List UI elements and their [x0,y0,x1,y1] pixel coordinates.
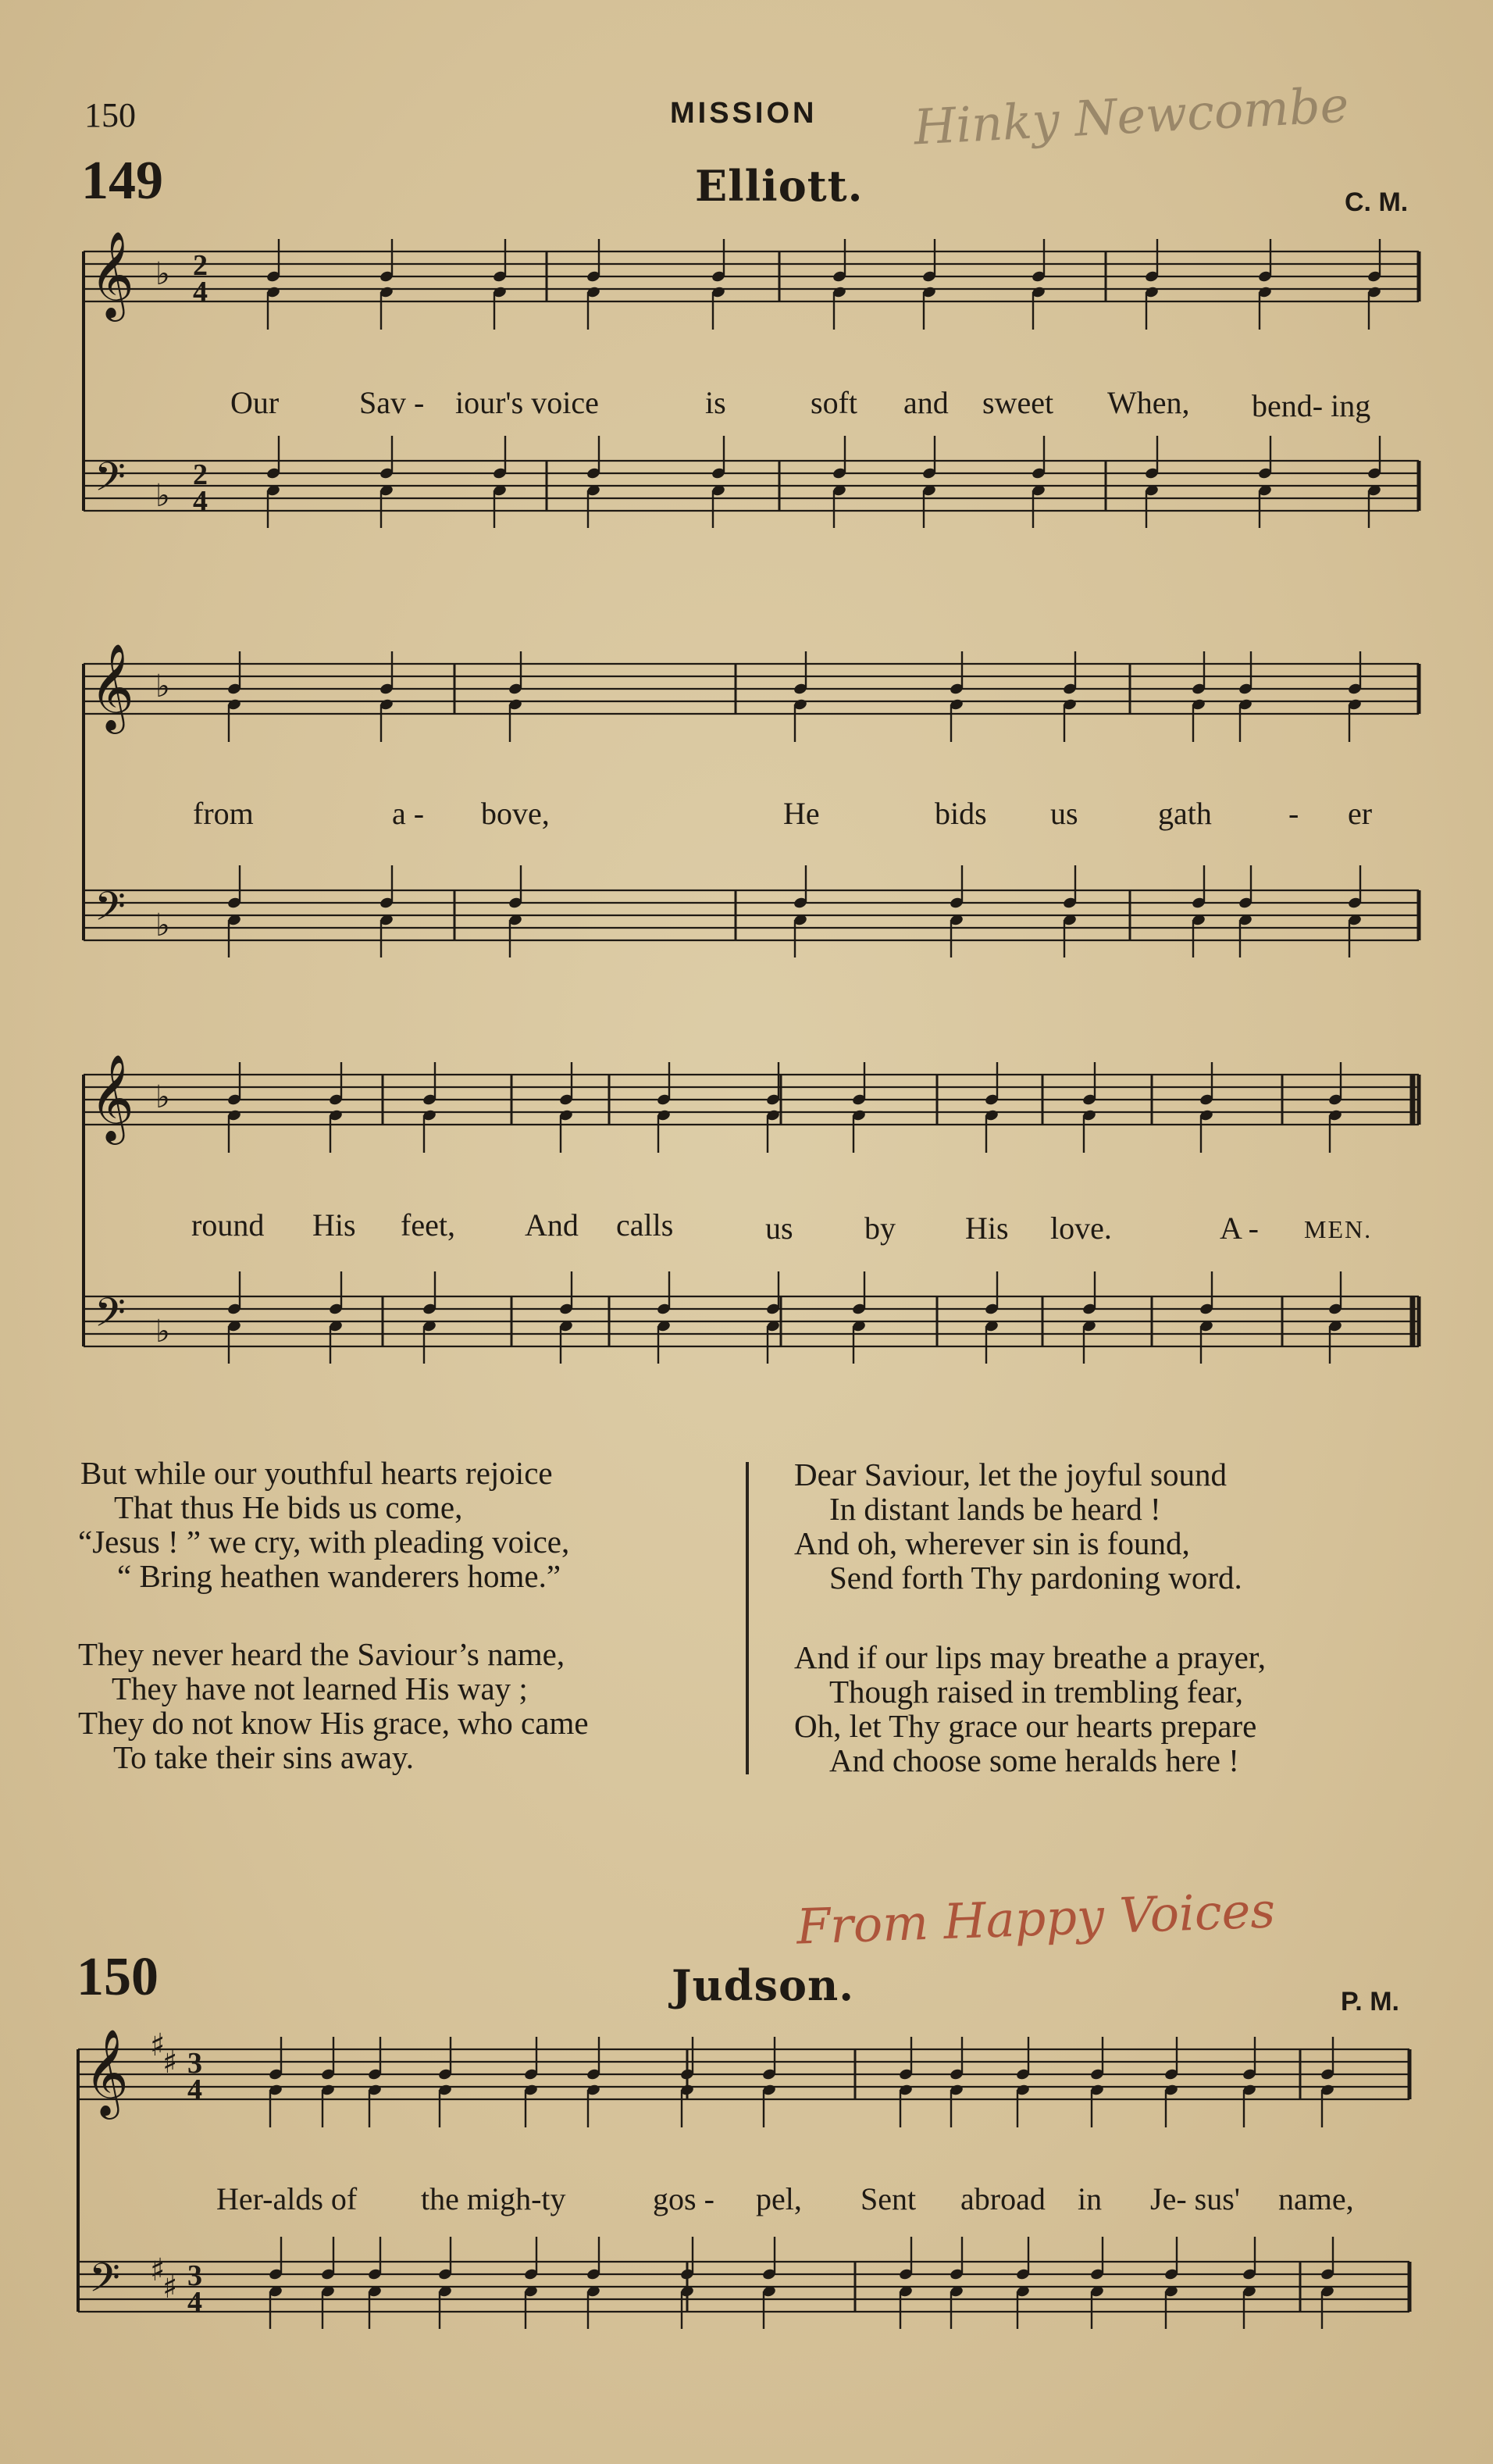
treble-clef: 𝄞 [84,2028,129,2116]
verse-line: To take their sins away. [113,1739,414,1775]
lyric-syllable: us [765,1211,793,1246]
lyric-syllable: A - [1220,1211,1259,1246]
lyric-syllable: And [525,1207,579,1243]
running-head: MISSION [670,97,818,130]
sharp-sign: ♯ [162,2045,178,2081]
verse-line: They do not know His grace, who came [78,1705,589,1741]
lyric-syllable: feet, [401,1207,455,1243]
lyric-syllable: from [193,796,254,831]
verse-line: “Jesus ! ” we cry, with pleading voice, [78,1524,570,1560]
time-signature: 4 [187,2074,202,2106]
lyric-syllable: bend- ing [1252,388,1371,423]
lyric-syllable: When, [1107,385,1190,420]
bass-clef: 𝄢 [94,883,126,940]
tune-name: Judson. [672,1960,855,2010]
lyric-syllable: name, [1278,2181,1354,2216]
lyric-syllable: in [1078,2181,1103,2216]
time-signature: 3 [187,2259,202,2292]
lyric-syllable: is [705,385,726,420]
sharp-sign: ♯ [162,2270,178,2305]
lyric-syllable: round [191,1207,265,1243]
lyric-syllable: er [1348,796,1373,831]
verse-line: Though raised in trembling fear, [829,1674,1244,1710]
flat-sign: ♭ [155,1079,170,1115]
column-divider [746,1462,749,1774]
lyric-syllable: bove, [481,796,550,831]
bass-clef: 𝄢 [94,453,126,510]
lyric-syllable: His [312,1207,356,1243]
verse-line: “ Bring heathen wanderers home.” [117,1558,561,1594]
lyric-syllable: Our [230,385,280,420]
verse-line: In distant lands be heard ! [829,1491,1161,1527]
lyric-syllable: Sav - [359,385,425,420]
handwritten-annotation: From Happy Voices [795,1881,1277,1956]
verse-line: Oh, let Thy grace our hearts prepare [794,1708,1257,1744]
lyric-syllable: soft [811,385,857,420]
tune-name: Elliott. [695,161,864,211]
verse-line: And oh, wherever sin is found, [794,1525,1190,1561]
treble-clef: 𝄞 [90,1054,134,1141]
lyric-syllable: MEN. [1304,1215,1373,1243]
lyric-syllable: Her-alds of [216,2181,358,2216]
lyric-syllable: abroad [960,2181,1046,2216]
sharp-sign: ♯ [150,2027,166,2063]
lyric-syllable: the migh-ty [421,2181,566,2216]
lyric-syllable: love. [1050,1211,1112,1246]
page-number: 150 [84,96,136,134]
lyric-syllable: His [965,1211,1009,1246]
flat-sign: ♭ [155,256,170,292]
hymn-number: 150 [77,1947,159,2007]
bass-clef: 𝄢 [89,2254,120,2311]
lyric-syllable: us [1050,796,1078,831]
lyric-syllable: pel, [756,2181,802,2216]
lyric-syllable: by [864,1211,896,1246]
verse-line: And if our lips may breathe a prayer, [794,1639,1267,1675]
lyric-syllable: gath [1158,796,1212,831]
bass-clef: 𝄢 [94,1289,126,1346]
lyric-syllable: gos - [653,2181,714,2216]
verse-line: But while our youthful hearts rejoice [80,1455,553,1491]
meter-marking: P. M. [1341,1987,1399,2016]
time-signature: 3 [187,2047,202,2080]
lyric-syllable: iour's voice [455,385,599,420]
time-signature: 2 [193,249,208,282]
lyric-syllable: He [783,796,820,831]
lyric-syllable: and [903,385,949,420]
time-signature: 2 [193,458,208,491]
lyric-syllable: calls [616,1207,674,1243]
flat-sign: ♭ [155,1314,170,1350]
lyric-syllable: bids [935,796,987,831]
flat-sign: ♭ [155,669,170,704]
lyric-syllable: sweet [982,385,1054,420]
verse-line: They have not learned His way ; [112,1671,528,1706]
treble-clef: 𝄞 [90,230,134,318]
verse-line: That thus He bids us come, [114,1489,463,1525]
time-signature: 4 [187,2286,202,2319]
lyric-syllable: a - [392,796,425,831]
treble-clef: 𝄞 [90,643,134,730]
lyric-syllable: Sent [861,2181,917,2216]
meter-marking: C. M. [1345,187,1409,217]
time-signature: 4 [193,276,208,308]
flat-sign: ♭ [155,478,170,514]
verse-line: Dear Saviour, let the joyful sound [794,1457,1228,1492]
verse-line: Send forth Thy pardoning word. [829,1560,1242,1596]
hymn-number: 149 [81,151,163,211]
sharp-sign: ♯ [150,2252,166,2288]
time-signature: 4 [193,485,208,518]
flat-sign: ♭ [155,908,170,943]
lyric-syllable: Je- sus' [1150,2181,1240,2216]
verse-line: They never heard the Saviour’s name, [78,1636,565,1672]
verse-line: And choose some heralds here ! [829,1742,1239,1778]
handwritten-annotation: Hinky Newcombe [912,76,1350,156]
lyric-syllable: - [1288,796,1299,831]
